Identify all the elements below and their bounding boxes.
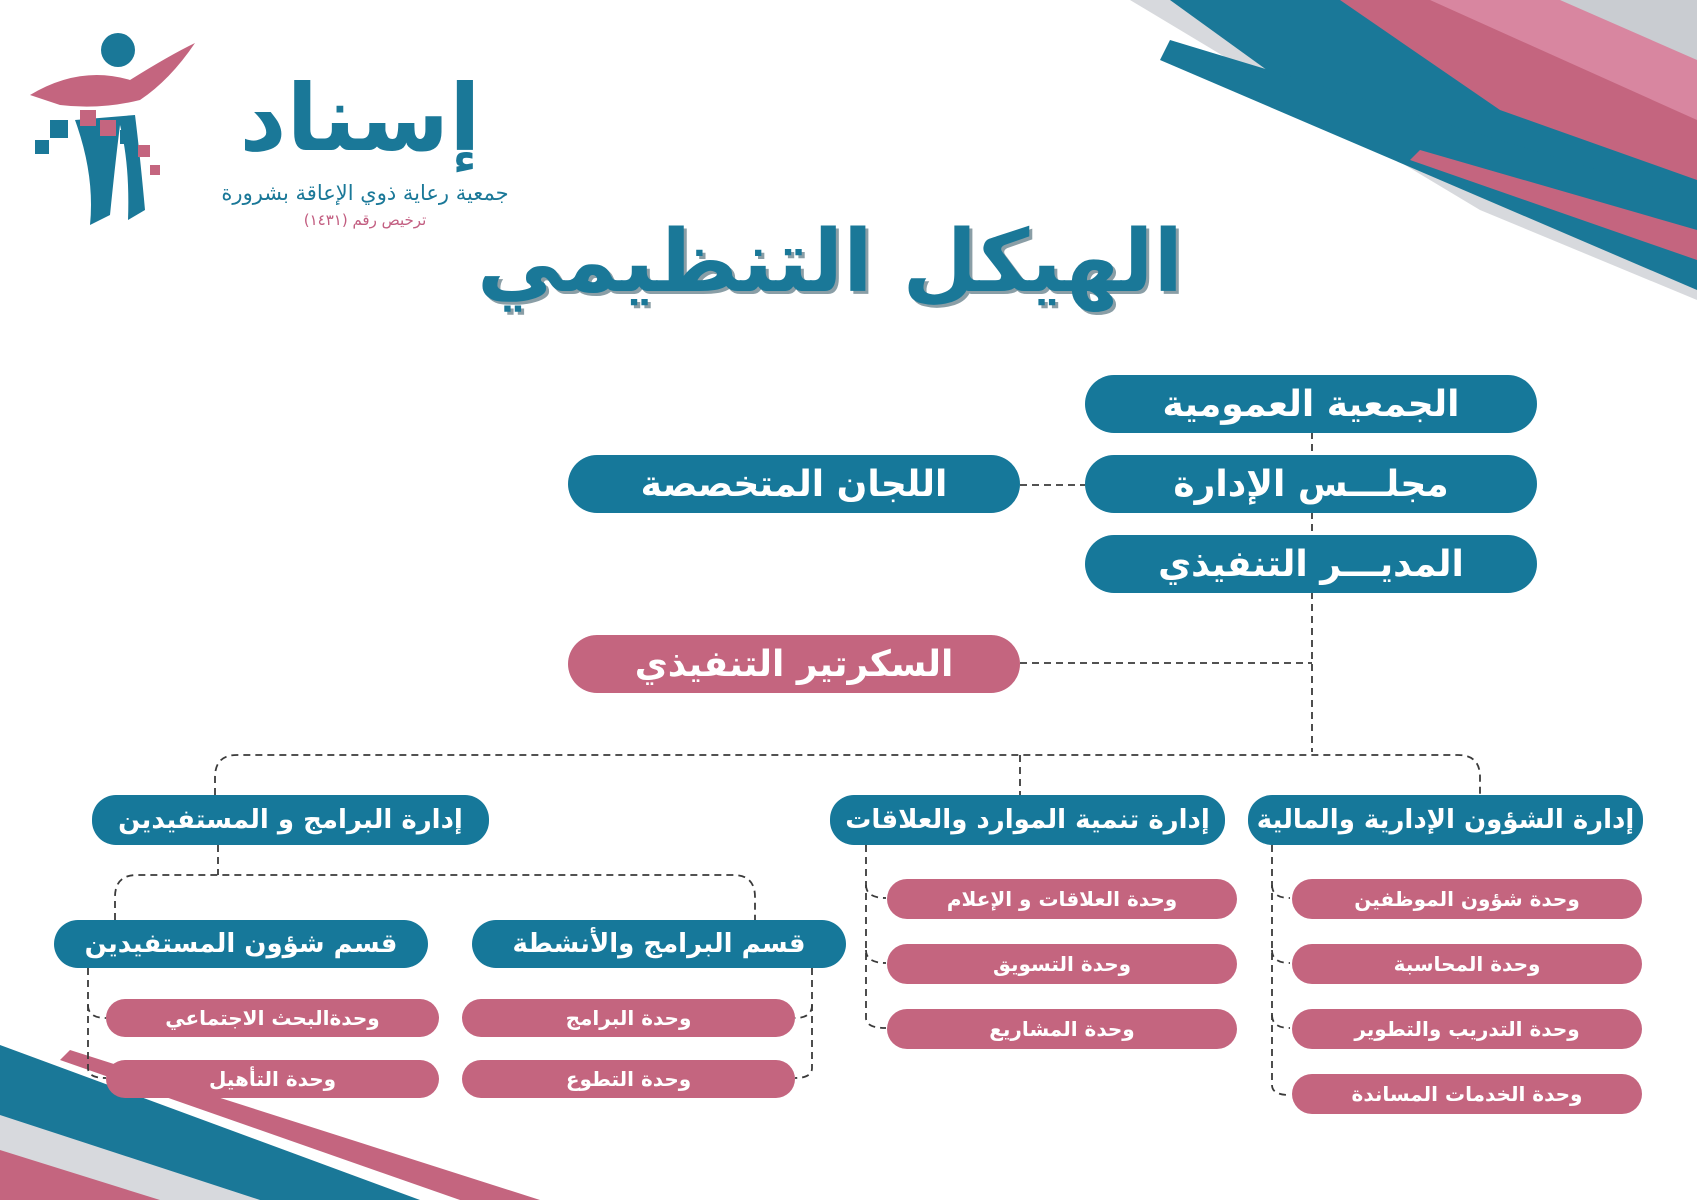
node-unit-accounting: وحدة المحاسبة bbox=[1292, 944, 1642, 984]
node-dept-resources: إدارة تنمية الموارد والعلاقات bbox=[830, 795, 1225, 845]
node-executive-director: المديـــر التنفيذي bbox=[1085, 535, 1537, 593]
node-unit-programs: وحدة البرامج bbox=[462, 999, 795, 1037]
node-unit-support: وحدة الخدمات المساندة bbox=[1292, 1074, 1642, 1114]
node-dept-programs: إدارة البرامج و المستفيدين bbox=[92, 795, 489, 845]
node-unit-projects: وحدة المشاريع bbox=[887, 1009, 1237, 1049]
node-board: مجلـــس الإدارة bbox=[1085, 455, 1537, 513]
node-general-assembly: الجمعية العمومية bbox=[1085, 375, 1537, 433]
node-unit-media: وحدة العلاقات و الإعلام bbox=[887, 879, 1237, 919]
logo-wordmark: إسناد bbox=[239, 65, 481, 172]
page-title: الهيكل التنظيمي bbox=[477, 212, 1183, 312]
node-unit-marketing: وحدة التسويق bbox=[887, 944, 1237, 984]
node-unit-hr: وحدة شؤون الموظفين bbox=[1292, 879, 1642, 919]
node-section-beneficiaries: قسم شؤون المستفيدين bbox=[54, 920, 428, 968]
node-unit-training: وحدة التدريب والتطوير bbox=[1292, 1009, 1642, 1049]
logo-license: ترخيص رقم (١٤٣١) bbox=[303, 211, 427, 229]
node-executive-secretary: السكرتير التنفيذي bbox=[568, 635, 1020, 693]
node-section-activities: قسم البرامج والأنشطة bbox=[472, 920, 846, 968]
node-committees: اللجان المتخصصة bbox=[568, 455, 1020, 513]
node-unit-social-research: وحدةالبحث الاجتماعي bbox=[106, 999, 439, 1037]
node-unit-rehabilitation: وحدة التأهيل bbox=[106, 1060, 439, 1098]
node-unit-volunteering: وحدة التطوع bbox=[462, 1060, 795, 1098]
logo-subtitle: جمعية رعاية ذوي الإعاقة بشرورة bbox=[221, 181, 509, 205]
node-dept-admin-finance: إدارة الشؤون الإدارية والمالية bbox=[1248, 795, 1643, 845]
